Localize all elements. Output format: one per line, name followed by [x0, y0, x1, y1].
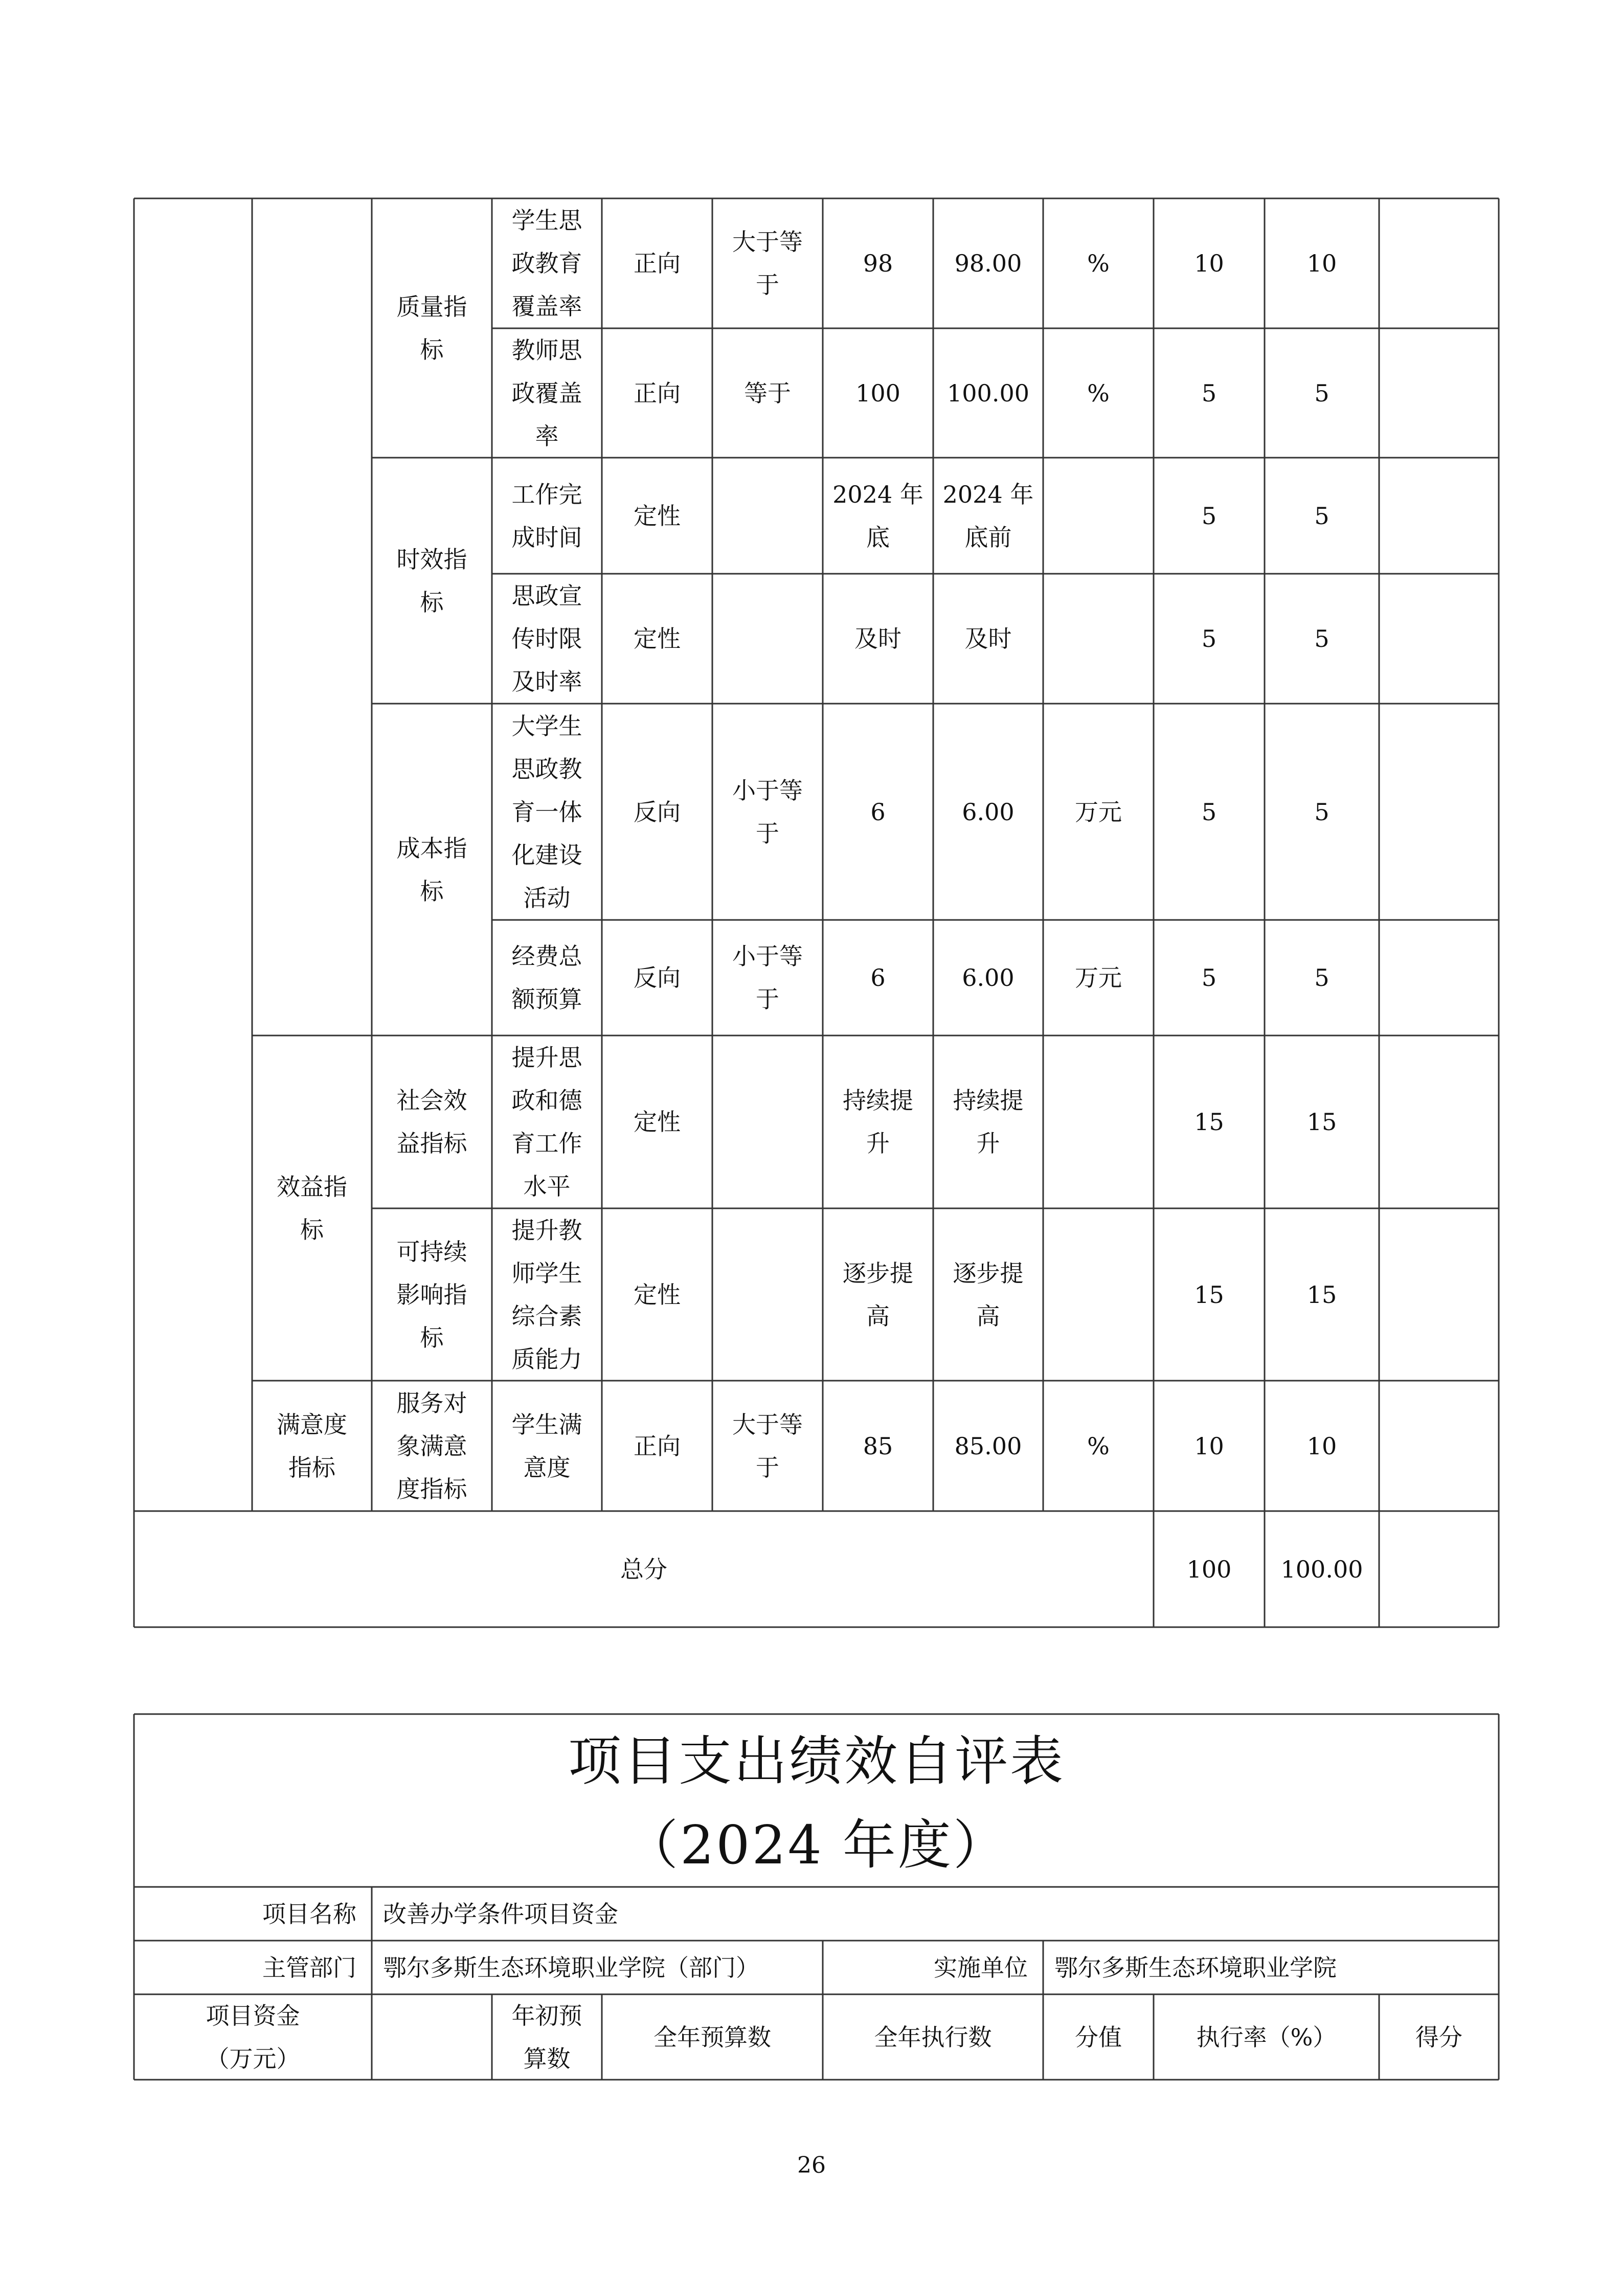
level2-social-benefit-indicator: 社会效 益指标 — [396, 1087, 467, 1157]
row4-indicator: 大学生 思政教 育一体 化建设 活动 — [511, 712, 582, 912]
row0-operator: 大于等 于 — [732, 228, 803, 299]
department-value: 鄂尔多斯生态环境职业学院（部门） — [383, 1953, 759, 1982]
row2-actual: 2024 年 底前 — [942, 480, 1034, 551]
row7-indicator: 提升教 师学生 综合素 质能力 — [511, 1216, 582, 1373]
form-title: 项目支出绩效自评表 — [568, 1730, 1065, 1792]
level2-timeliness-indicator: 时效指 标 — [396, 545, 467, 616]
page-number: 26 — [797, 2152, 826, 2178]
row1-score: 5 — [1314, 379, 1329, 407]
row4-actual: 6.00 — [962, 798, 1015, 826]
row1-weight: 5 — [1201, 379, 1217, 407]
header-score: 得分 — [1415, 2023, 1462, 2051]
row5-actual: 6.00 — [962, 964, 1015, 992]
total-label: 总分 — [620, 1555, 667, 1583]
row8-unit: % — [1087, 1432, 1110, 1460]
row7-actual: 逐步提 高 — [953, 1259, 1024, 1330]
implementing-unit-value: 鄂尔多斯生态环境职业学院 — [1054, 1953, 1337, 1982]
row7-direction: 定性 — [634, 1280, 681, 1309]
row6-unit — [1043, 1036, 1154, 1208]
row4-direction: 反向 — [634, 798, 681, 826]
row5-weight: 5 — [1201, 964, 1217, 992]
row0-score: 10 — [1306, 250, 1337, 277]
row8-weight: 10 — [1194, 1432, 1224, 1460]
row0-unit: % — [1087, 250, 1110, 277]
project-name-label: 项目名称 — [262, 1900, 356, 1928]
row6-score: 15 — [1306, 1108, 1337, 1136]
row6-operator — [712, 1036, 823, 1208]
header-execution-rate: 执行率（%） — [1196, 2023, 1337, 2051]
row7-weight: 15 — [1194, 1280, 1224, 1309]
row5-unit: 万元 — [1075, 964, 1122, 992]
header-initial-budget: 年初预 算数 — [511, 2001, 582, 2073]
row2-target: 2024 年 底 — [832, 480, 923, 551]
row8-actual: 85.00 — [954, 1432, 1022, 1460]
level1-satisfaction-indicator: 满意度 指标 — [277, 1410, 347, 1481]
level2-cost-indicator: 成本指 标 — [396, 834, 467, 905]
row3-target: 及时 — [854, 625, 901, 652]
row4-unit: 万元 — [1075, 798, 1122, 826]
row1-operator: 等于 — [744, 379, 791, 407]
row6-weight: 15 — [1194, 1108, 1224, 1136]
row7-score: 15 — [1306, 1280, 1337, 1309]
row1-indicator: 教师思 政覆盖 率 — [511, 336, 582, 450]
row3-operator — [712, 574, 823, 704]
row0-weight: 10 — [1194, 250, 1224, 277]
row5-target: 6 — [870, 964, 886, 992]
row0-indicator: 学生思 政教育 覆盖率 — [511, 207, 582, 320]
project-name-value: 改善办学条件项目资金 — [383, 1900, 618, 1928]
row6-target: 持续提 升 — [843, 1087, 913, 1157]
row8-direction: 正向 — [634, 1432, 681, 1460]
department-label: 主管部门 — [262, 1953, 356, 1982]
row3-weight: 5 — [1201, 625, 1217, 652]
row7-operator — [712, 1208, 823, 1381]
header-score-value: 分值 — [1075, 2023, 1122, 2051]
row3-unit — [1043, 574, 1154, 704]
row4-operator: 小于等 于 — [732, 776, 803, 847]
row8-indicator: 学生满 意度 — [511, 1410, 582, 1481]
level2-service-satisfaction-indicator: 服务对 象满意 度指标 — [396, 1389, 467, 1503]
row1-direction: 正向 — [634, 379, 681, 407]
row2-indicator: 工作完 成时间 — [511, 480, 582, 551]
row6-indicator: 提升思 政和德 育工作 水平 — [511, 1044, 582, 1200]
row8-score: 10 — [1306, 1432, 1337, 1460]
row1-actual: 100.00 — [947, 379, 1029, 407]
row2-operator — [712, 458, 823, 574]
header-project-funds: 项目资金 （万元） — [206, 2001, 300, 2073]
level2-quality-indicator: 质量指 标 — [396, 292, 467, 364]
row0-direction: 正向 — [634, 250, 681, 277]
header-annual-execution: 全年执行数 — [874, 2023, 992, 2051]
row6-direction: 定性 — [634, 1108, 681, 1136]
row1-unit: % — [1087, 379, 1110, 407]
row3-actual: 及时 — [964, 625, 1012, 652]
row3-direction: 定性 — [634, 625, 681, 652]
row5-indicator: 经费总 额预算 — [511, 942, 582, 1013]
total-score: 100.00 — [1280, 1555, 1363, 1583]
row7-target: 逐步提 高 — [843, 1259, 913, 1330]
row3-indicator: 思政宣 传时限 及时率 — [511, 582, 582, 695]
row5-direction: 反向 — [634, 964, 681, 992]
row0-actual: 98.00 — [954, 250, 1022, 277]
row0-target: 98 — [863, 250, 893, 277]
level2-sustainable-impact-indicator: 可持续 影响指 标 — [396, 1237, 467, 1352]
implementing-unit-label: 实施单位 — [934, 1953, 1028, 1982]
row5-operator: 小于等 于 — [732, 942, 803, 1013]
row8-target: 85 — [863, 1432, 893, 1460]
row8-operator: 大于等 于 — [732, 1410, 803, 1481]
row7-unit — [1043, 1208, 1154, 1381]
row6-actual: 持续提 升 — [953, 1087, 1024, 1157]
row1-target: 100 — [855, 379, 900, 407]
total-weight: 100 — [1186, 1555, 1232, 1583]
form-subtitle: （2024 年度） — [625, 1814, 1008, 1876]
row4-weight: 5 — [1201, 798, 1217, 826]
row2-direction: 定性 — [634, 502, 681, 530]
level1-benefit-indicator: 效益指 标 — [277, 1173, 347, 1244]
row3-score: 5 — [1314, 625, 1329, 652]
row2-weight: 5 — [1201, 502, 1217, 530]
row2-unit — [1043, 458, 1154, 574]
row2-score: 5 — [1314, 502, 1329, 530]
row5-score: 5 — [1314, 964, 1329, 992]
header-annual-budget: 全年预算数 — [653, 2023, 771, 2051]
row4-score: 5 — [1314, 798, 1329, 826]
row4-target: 6 — [870, 798, 886, 826]
